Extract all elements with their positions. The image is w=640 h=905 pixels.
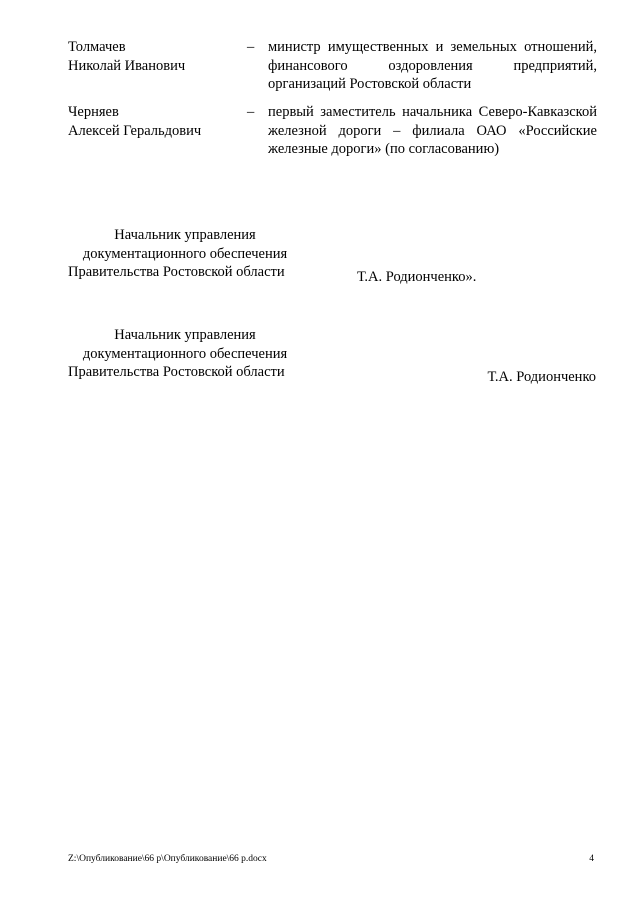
footer-file-path: Z:\Опубликование\66 р\Опубликование\66 р.docx [68,854,267,864]
member-given-names: Николай Иванович [68,57,186,74]
member-given-names: Алексей Геральдович [68,122,202,139]
page-number: 4 [589,854,594,864]
signature-title-line: Начальник управления [114,227,256,243]
member-entry-chernyaev [68,103,598,183]
member-dash: – [247,39,255,55]
signature-title [68,326,302,382]
member-name [68,38,248,75]
signature-title [68,226,302,282]
member-name [68,103,248,140]
signature-title-line: Начальник управления [114,327,256,343]
signer-name: Т.А. Родионченко». [357,268,477,285]
signature-block [68,326,598,386]
signature-title-line: документационного обеспечения [82,245,288,262]
member-role: первый заместитель начальника Северо-Кавказской железной дороги – филиала ОАО «Российские железные дороги» (по согласованию) [268,104,597,157]
member-dash: – [247,104,255,120]
member-surname: Толмачев [68,39,126,55]
signature-title-line: документационного обеспечения [82,345,288,362]
signer-name: Т.А. Родионченко [487,368,596,385]
signature-block-quoted [68,226,598,286]
signature-title-line: Правительства Ростовской области [68,364,285,380]
member-surname: Черняев [68,104,119,120]
member-role: министр имущественных и земельных отношений, финансового оздоровления предприятий, организаций Ростовской области [268,39,597,92]
signature-title-line: Правительства Ростовской области [68,264,285,280]
